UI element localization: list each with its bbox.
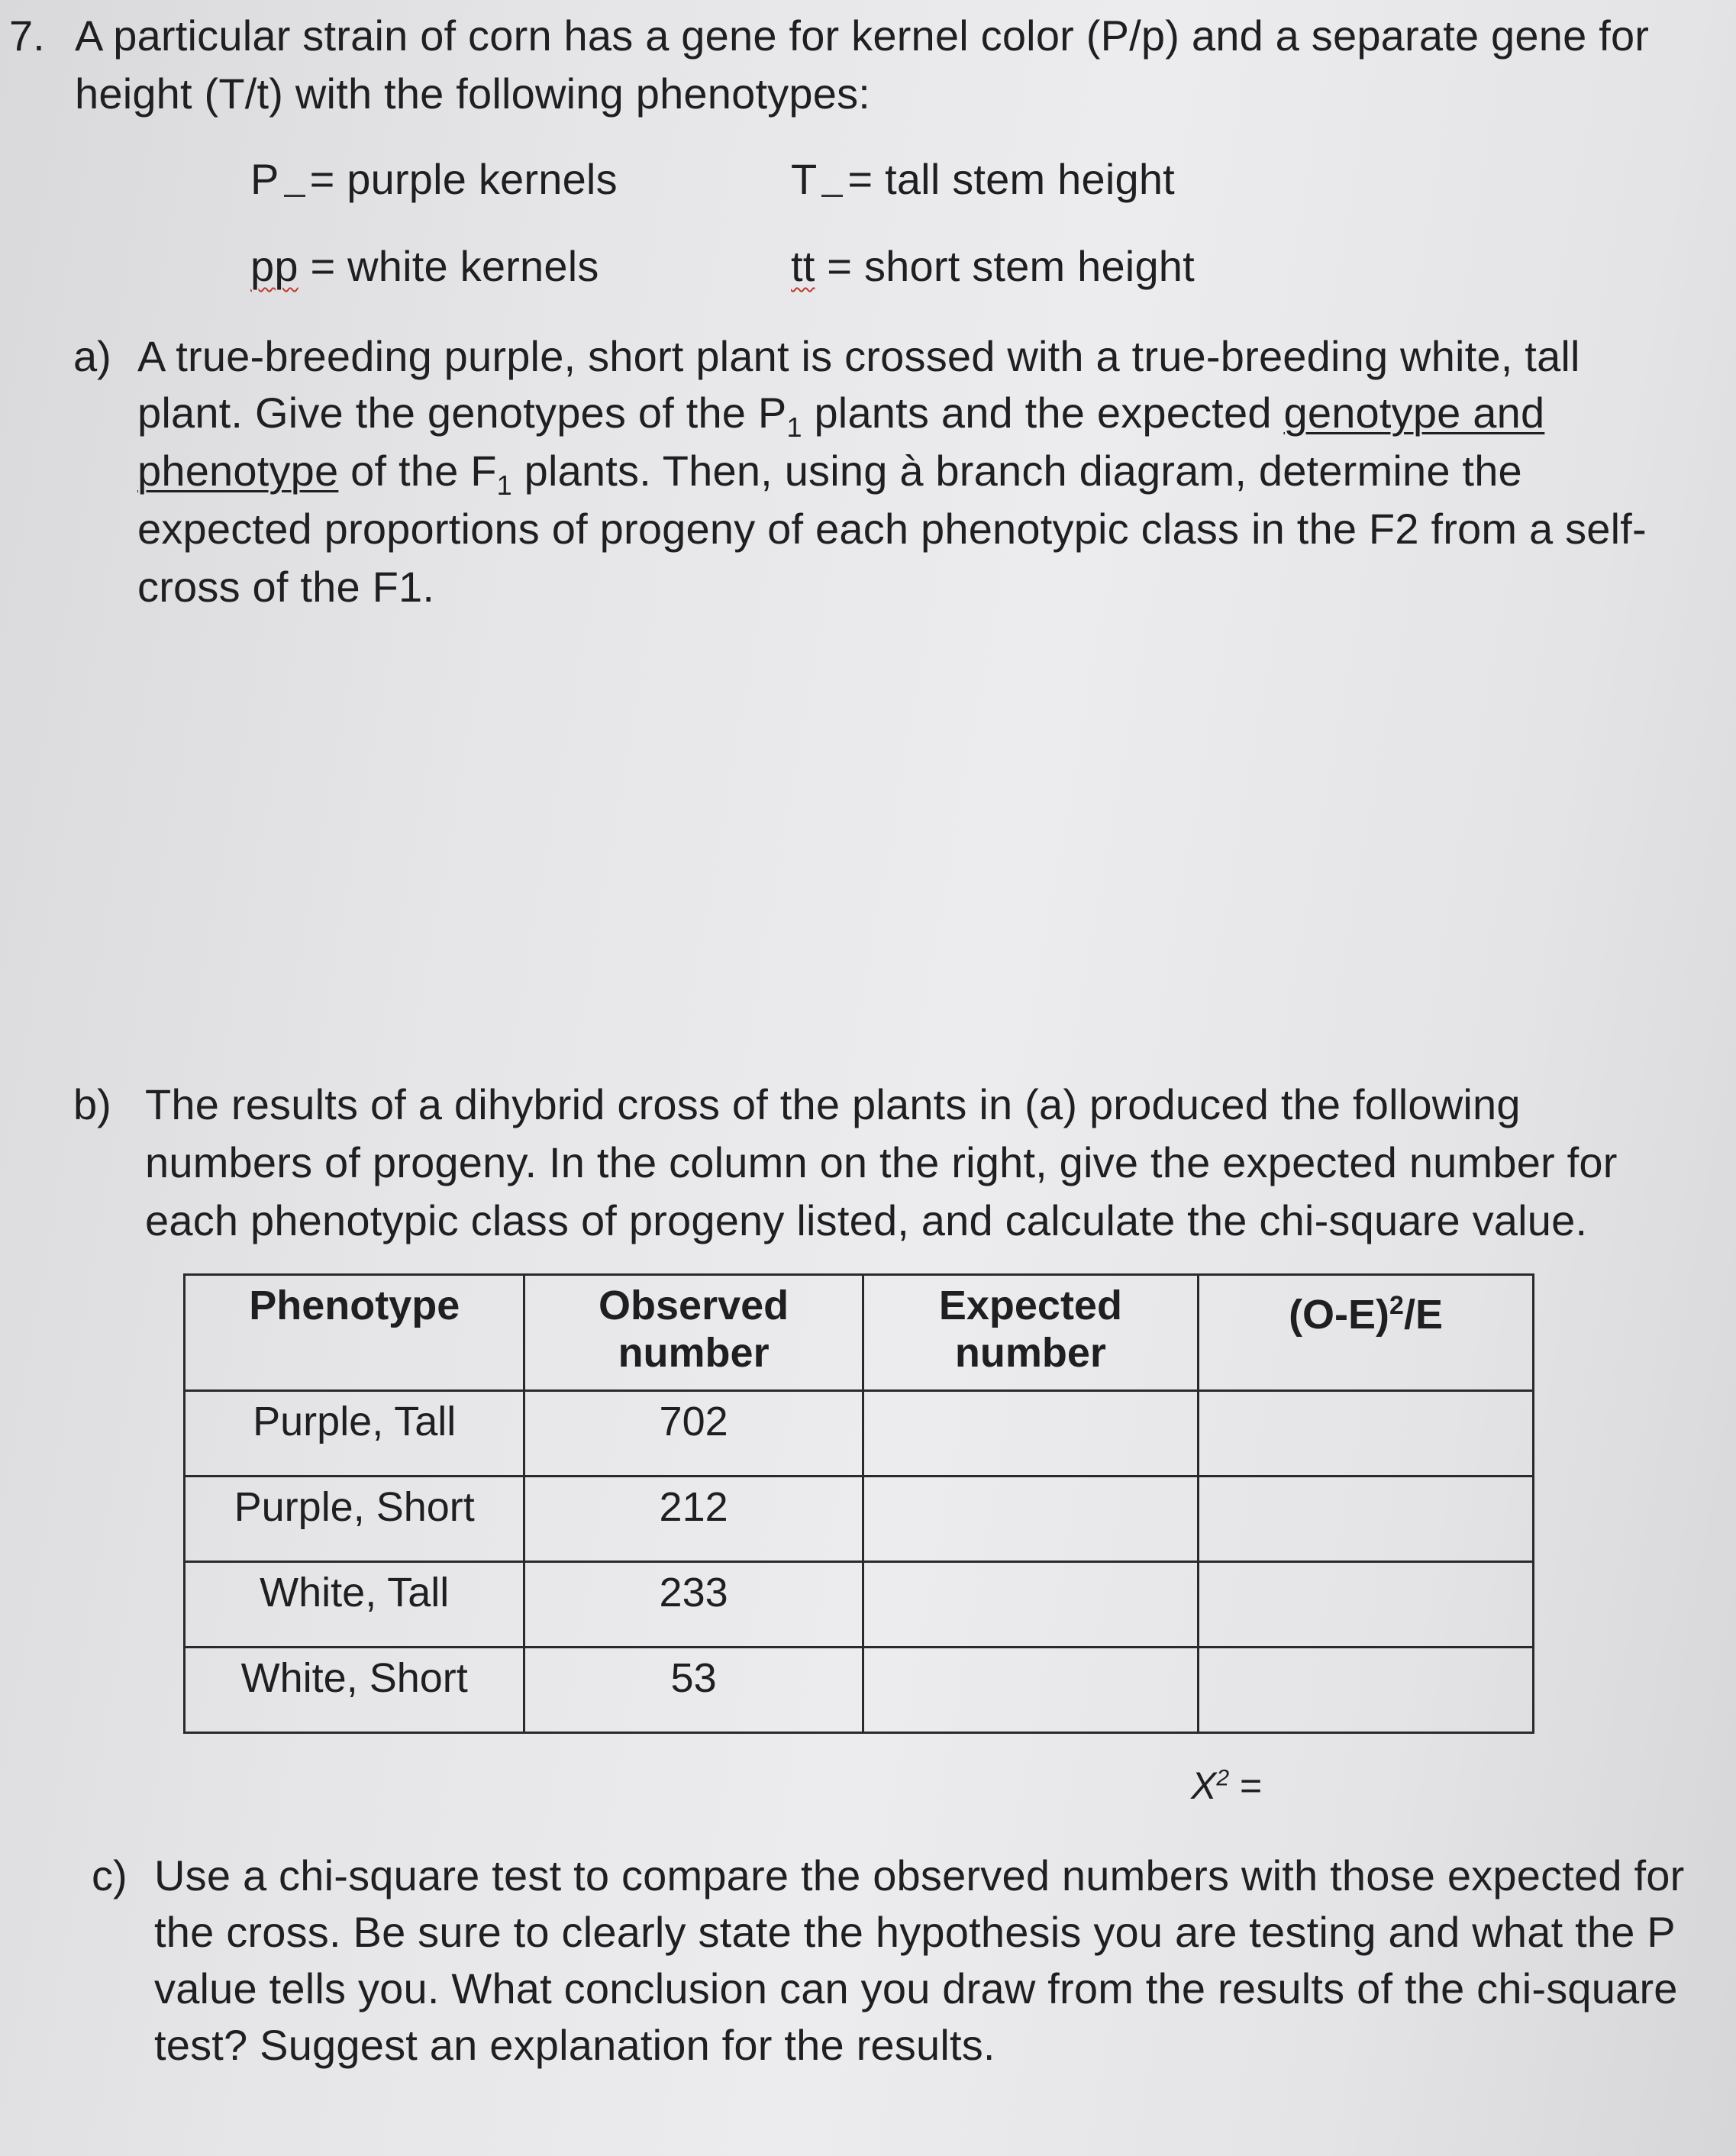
part-a-line-3-pre: of the F [338,447,497,495]
part-b-line-1: The results of a dihybrid cross of the plants in (a) produced the following [145,1080,1521,1128]
cell-oe-blank[interactable] [1199,1648,1534,1733]
header-oe-post: /E [1403,1292,1443,1338]
cell-observed: 53 [524,1648,863,1733]
phenotype-tt-recessive [791,241,1195,291]
part-a-line-2 [137,388,1544,444]
cell-oe-blank[interactable] [1199,1477,1534,1562]
table-row [185,1648,1534,1733]
T-meaning: = tall stem height [847,155,1175,203]
chi-equals: = [1229,1764,1263,1807]
part-c-line-2: the cross. Be sure to clearly state the hypothesis you are testing and what the P [154,1908,1676,1956]
cell-oe-blank[interactable] [1199,1562,1534,1648]
underlined-genotype-and: genotype and [1283,389,1545,437]
header-expected-line-1: Expected [938,1283,1122,1328]
chi-symbol: X [1191,1764,1217,1807]
question-intro-line-1: A particular strain of corn has a gene for kernel color (P/p) and a separate gene for [75,11,1650,60]
header-expected-line-2: number [954,1330,1106,1376]
table-header-row [185,1275,1534,1391]
underlined-phenotype: phenotype [137,447,339,495]
part-a-label: a) [73,332,111,380]
part-b-label: b) [73,1080,111,1128]
chi-sup: 2 [1216,1765,1230,1791]
P-meaning: = purple kernels [309,155,618,203]
table-row [185,1562,1534,1648]
part-c-line-1: Use a chi-square test to compare the observed numbers with those expected for [154,1851,1685,1899]
cell-expected-blank[interactable] [863,1391,1198,1477]
pp-symbol: pp [250,242,298,290]
cell-observed: 233 [524,1562,863,1648]
phenotype-pp-recessive [250,241,599,291]
blank-underscore [821,195,843,197]
T-symbol: T [791,155,818,203]
question-number: 7. [9,11,45,60]
blank-underscore [284,195,305,197]
part-c-label: c) [92,1851,127,1899]
header-oe [1199,1275,1534,1391]
part-a-line-4: expected proportions of progeny of each phenotypic class in the F2 from a self- [137,505,1647,553]
header-observed-line-1: Observed [599,1283,789,1328]
part-b-line-2: numbers of progeny. In the column on the right, give the expected number for [145,1138,1618,1186]
part-a-line-5: cross of the F1. [137,563,435,611]
part-c-line-3: value tells you. What conclusion can you draw from the results of the chi-square [154,1964,1678,2012]
subscript-1: 1 [496,470,512,502]
chi-square-table [183,1273,1534,1734]
cell-observed: 212 [524,1477,863,1562]
cell-expected-blank[interactable] [863,1648,1198,1733]
header-phenotype [185,1275,524,1391]
cell-phenotype: Purple, Short [185,1477,524,1562]
header-expected [863,1275,1198,1391]
cell-phenotype: Purple, Tall [185,1391,524,1477]
cell-expected-blank[interactable] [863,1562,1198,1648]
part-c-line-4: test? Suggest an explanation for the results. [154,2021,995,2069]
tt-symbol: tt [791,242,815,290]
part-a-line-3-post: plants. Then, using à branch diagram, determine the [511,447,1522,495]
cell-observed: 702 [524,1391,863,1477]
cell-phenotype: White, Tall [185,1562,524,1648]
pp-meaning: = white kernels [310,242,599,290]
chi-square-value-label [1191,1764,1262,1808]
header-oe-pre: (O-E) [1289,1292,1390,1338]
header-oe-sup: 2 [1389,1291,1404,1320]
P-symbol: P [250,155,279,203]
phenotype-P-dominant [250,154,618,204]
tt-meaning: = short stem height [827,242,1195,290]
part-a-line-3 [137,446,1522,502]
header-phenotype-text: Phenotype [249,1283,460,1328]
part-a-line-1: A true-breeding purple, short plant is crossed with a true-breeding white, tall [137,332,1580,380]
cell-oe-blank[interactable] [1199,1391,1534,1477]
question-intro-line-2: height (T/t) with the following phenotypes: [75,69,871,118]
table-row [185,1477,1534,1562]
cell-phenotype: White, Short [185,1648,524,1733]
part-b-line-3: each phenotypic class of progeny listed, and calculate the chi-square value. [145,1196,1588,1244]
header-observed-line-2: number [618,1330,770,1376]
header-observed [524,1275,863,1391]
table-row [185,1391,1534,1477]
phenotype-T-dominant [791,154,1175,204]
subscript-1: 1 [786,412,802,444]
cell-expected-blank[interactable] [863,1477,1198,1562]
part-a-line-2-text: plant. Give the genotypes of the P [137,389,787,437]
part-a-line-2-mid: plants and the expected [802,389,1284,437]
